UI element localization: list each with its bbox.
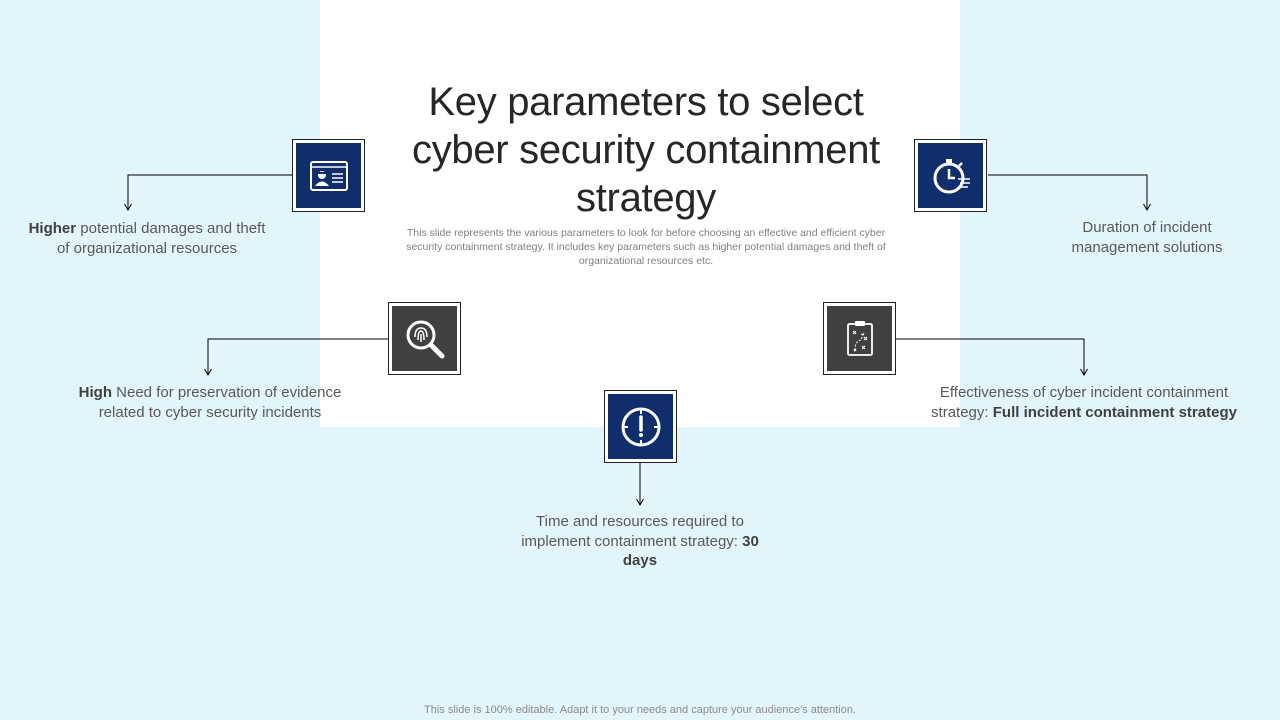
parameter-label-evidence: High Need for preservation of evidence related to cyber security incidents <box>78 384 342 421</box>
connector-duration <box>988 175 1147 210</box>
hacker-id-card-box <box>292 139 365 212</box>
connector-effectiveness <box>896 339 1084 375</box>
fingerprint-search-box <box>388 302 461 375</box>
connector-high <box>208 339 388 375</box>
fingerprint-search-icon <box>401 315 449 363</box>
parameter-label-effectiveness: Effectiveness of cyber incident containment strategy: Full incident containment strategy <box>931 384 1237 421</box>
hacker-id-card-icon <box>307 154 351 198</box>
connector-higher <box>128 175 292 210</box>
footer-note: This slide is 100% editable. Adapt it to your needs and capture your audience's attention. <box>424 704 856 716</box>
slide-title: Key parameters to select cyber security containment strategy <box>412 80 880 220</box>
strategy-clipboard-box <box>823 302 896 375</box>
stopwatch-box <box>914 139 987 212</box>
parameter-label-duration: Duration of incident management solutions <box>1071 219 1223 256</box>
parameter-label-time: Time and resources required to implement containment strategy: 30 days <box>521 513 759 569</box>
alert-clock-icon <box>618 404 664 450</box>
slide-subtitle: This slide represents the various parameters to look for before choosing an effective and efficient cyber security containment strategy. It includes key parameters such as higher potential damages and theft of organizational resources etc. <box>406 227 886 267</box>
strategy-clipboard-icon <box>838 317 882 361</box>
stopwatch-icon <box>928 153 974 199</box>
alert-clock-box <box>604 390 677 463</box>
parameter-label-damages: Higher potential damages and theft of organizational resources <box>28 220 266 257</box>
